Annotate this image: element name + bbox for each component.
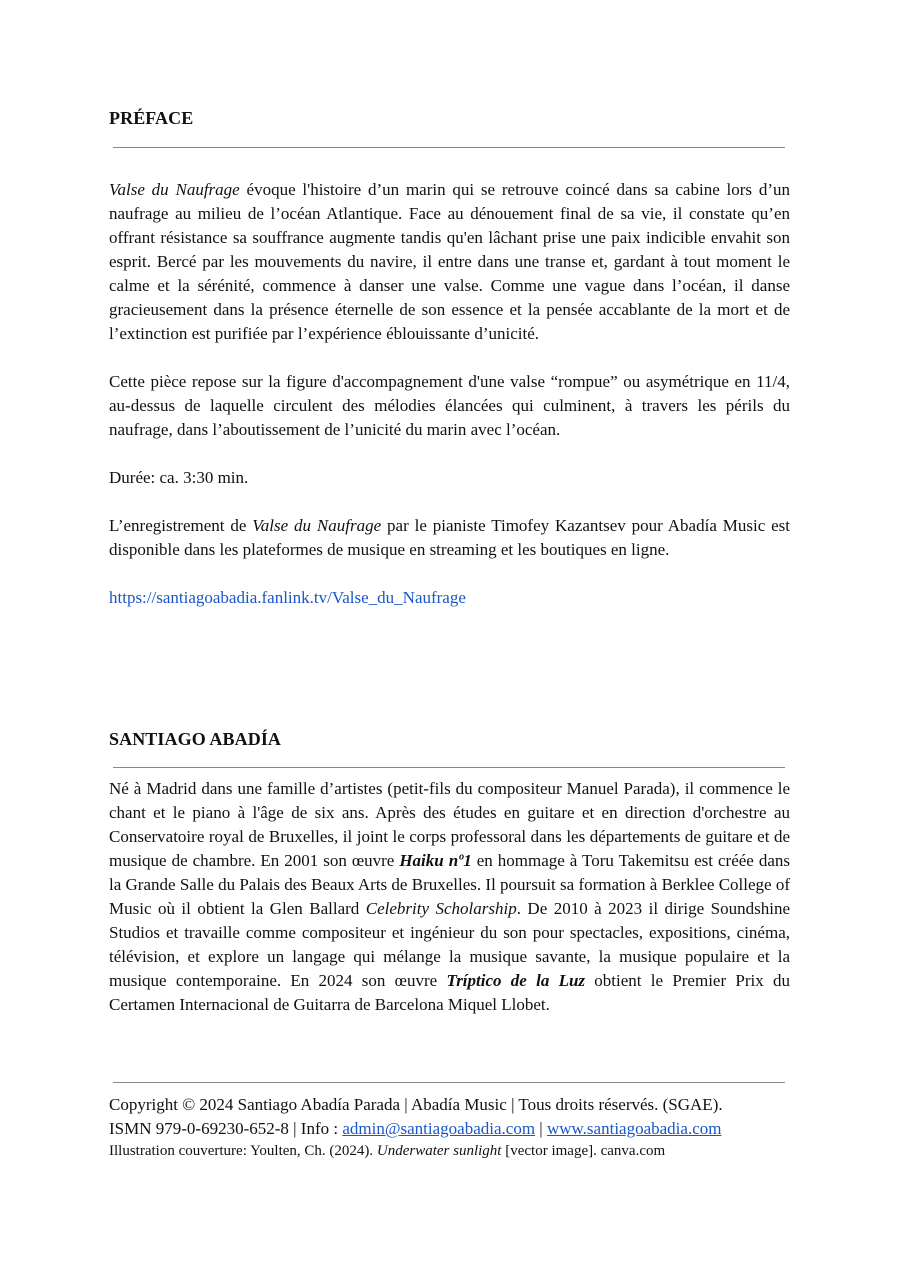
bio-divider — [113, 767, 785, 768]
illustration-credit: Illustration couverture: Youlten, Ch. (2024). Underwater sunlight [vector image]. canva.com — [109, 1143, 666, 1159]
piece-title: Valse du Naufrage — [109, 180, 240, 199]
award-name: Celebrity Scholarship — [365, 899, 517, 918]
footer-divider — [113, 1082, 785, 1083]
preface-heading: PRÉFACE — [109, 108, 194, 128]
duration-text: Durée: ca. 3:30 min. — [109, 468, 249, 487]
preface-paragraph-1: Valse du Naufrage évoque l'histoire d’un marin qui se retrouve coincé dans sa cabine lors d’un naufrage au milieu de l’océan Atlantique. Face au dénouement final de sa vie, il constate qu’en offrant résistance sa souffrance augmente tandis qu'en lâchant prise une paix indicible envahit son esprit. Bercé par les mouvements du navire, il entre dans une transe et, gardant à tout moment le calme et la sérénité, commence à danser une valse. Comme une vague dans l’océan, il danse gracieusement dans la présence éternelle de son essence et la pensée accablante de la mort et de l’extinction est purifiée par l’expérience éblouissante d’unicité. — [109, 180, 791, 343]
website-link[interactable]: www.santiagoabadia.com — [546, 1119, 722, 1138]
copyright-line: Copyright © 2024 Santiago Abadía Parada | Abadía Music | Tous droits réservés. (SGAE). — [109, 1095, 723, 1114]
bio-heading: SANTIAGO ABADÍA — [109, 729, 282, 749]
illustration-title: Underwater sunlight — [376, 1143, 502, 1159]
piece-title: Valse du Naufrage — [252, 516, 382, 535]
work-title-triptico: Tríptico de la Luz — [446, 971, 586, 990]
fanlink-link[interactable]: https://santiagoabadia.fanlink.tv/Valse_du_Naufrage — [109, 588, 466, 607]
recording-paragraph: L’enregistrement de Valse du Naufrage par le pianiste Timofey Kazantsev pour Abadía Music est disponible dans les plateformes de musique en streaming et les boutiques en ligne. — [109, 516, 790, 559]
bio-paragraph: Né à Madrid dans une famille d’artistes (petit-fils du compositeur Manuel Parada), il commence le chant et le piano à l'âge de six ans. Après des études en guitare et en direction d'orchestre au Conservatoire royal de Bruxelles, il joint le corps professoral dans les départements de guitare et de musique de chambre. En 2001 son œuvre Haiku nº1 en hommage à Toru Takemitsu est créée dans la Grande Salle du Palais des Beaux Arts de Bruxelles. Il poursuit sa formation à Berklee College of Music où il obtient la Glen Ballard Celebrity Scholarship. De 2010 à 2023 il dirige Soundshine Studios et travaille comme compositeur et ingénieur du son pour spectacles, expositions, cinéma, télévision, et explore un langage qui mélange la musique savante, la musique populaire et la musique contemporaine. En 2024 son œuvre Tríptico de la Luz obtient le Premier Prix du Certamen Internacional de Guitarra de Barcelona Miquel Llobet. — [109, 779, 791, 1014]
contact-line: ISMN 979-0-69230-652-8 | Info : admin@santiagoabadia.com | www.santiagoabadia.com — [109, 1119, 722, 1138]
email-link[interactable]: admin@santiagoabadia.com — [342, 1119, 536, 1138]
work-title-haiku: Haiku nº1 — [399, 851, 472, 870]
preface-paragraph-2: Cette pièce repose sur la figure d'accompagnement d'une valse “rompue” ou asymétrique en 11/4, au-dessus de laquelle circulent des mélodies élancées qui culminent, à travers les périls du naufrage, dans l’aboutissement de l’unicité du marin avec l’océan. — [109, 372, 790, 439]
fanlink-paragraph — [109, 586, 790, 610]
preface-divider — [113, 147, 785, 148]
